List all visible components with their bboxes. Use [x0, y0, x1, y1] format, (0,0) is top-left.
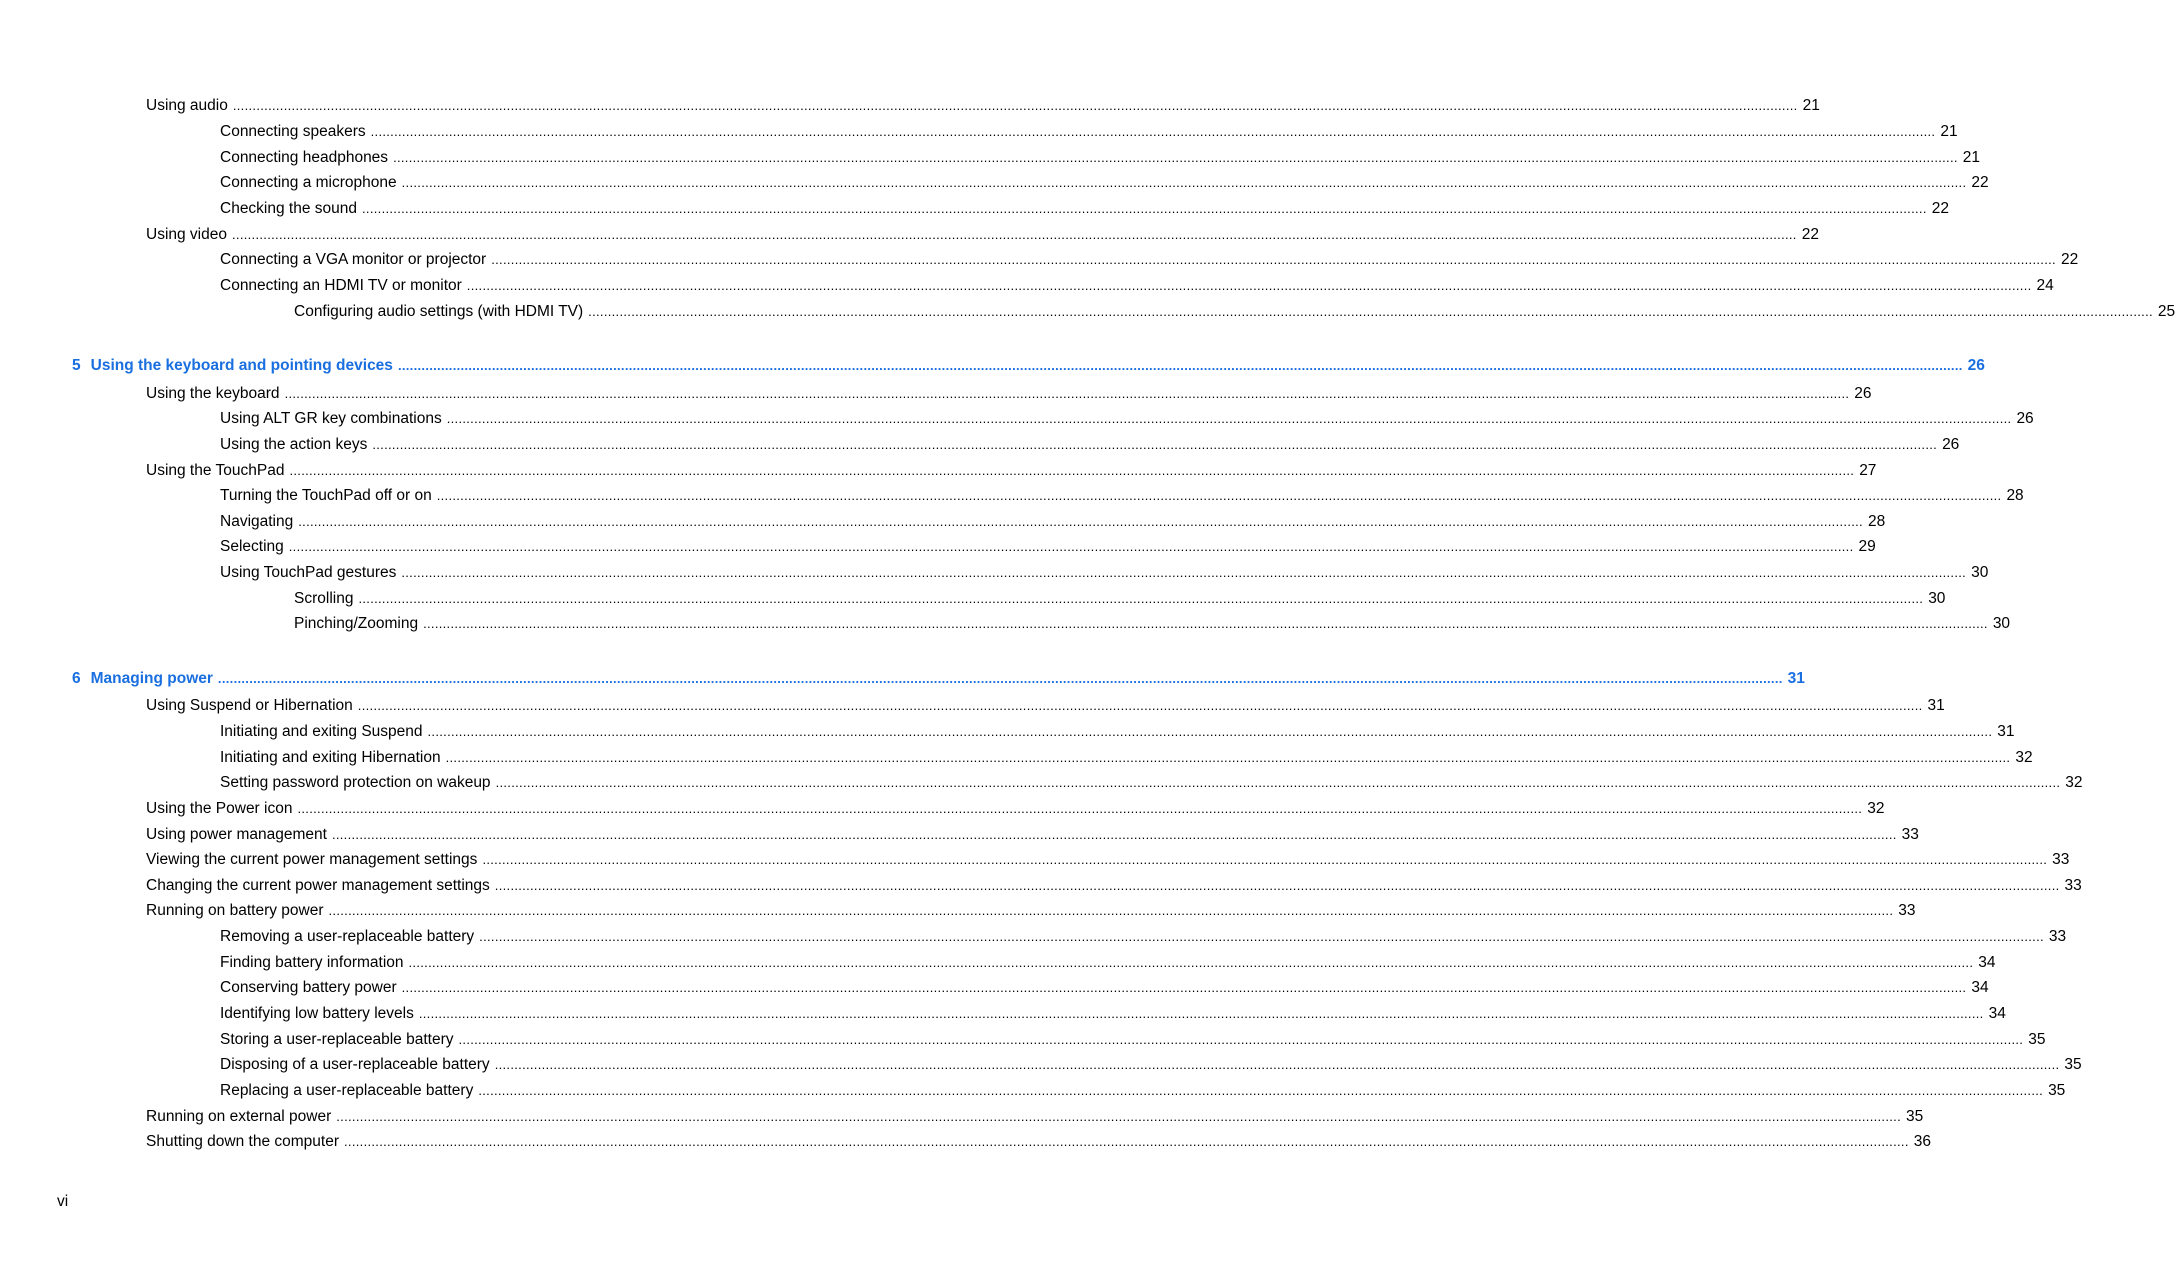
toc-entry-link[interactable]	[220, 979, 1989, 997]
dot-leader: ................................................................................................................................................................................................................................................................................................................................................................................................................	[232, 98, 1798, 113]
toc-page-number: 31	[1997, 723, 2015, 740]
dot-leader: ................................................................................................................................................................................................................................................................................................................................................................................................................	[408, 955, 1974, 970]
page-number: vi	[57, 1193, 69, 1210]
toc-page-number: 22	[2060, 251, 2079, 268]
toc-entry-link[interactable]	[220, 410, 2034, 428]
dot-leader: ................................................................................................................................................................................................................................................................................................................................................................................................................	[494, 1057, 2060, 1072]
toc-page-number: 32	[1867, 800, 1885, 817]
dot-leader: ................................................................................................................................................................................................................................................................................................................................................................................................................	[284, 386, 1850, 401]
toc-page-number: 34	[1988, 1005, 2006, 1022]
toc-page-number: 33	[2052, 851, 2070, 868]
toc-entry-title: Navigating	[220, 513, 294, 530]
dot-leader: ................................................................................................................................................................................................................................................................................................................................................................................................................	[401, 565, 1967, 580]
toc-entry-link[interactable]	[146, 800, 1885, 818]
toc-entry-title: Shutting down the computer	[146, 1133, 340, 1150]
toc-entry-link[interactable]	[294, 615, 2011, 633]
dot-leader: ................................................................................................................................................................................................................................................................................................................................................................................................................	[372, 437, 1938, 452]
toc-entry-title: Connecting a VGA monitor or projector	[220, 251, 487, 268]
toc-entry-link[interactable]	[220, 487, 2024, 505]
dot-leader: ................................................................................................................................................................................................................................................................................................................................................................................................................	[418, 1006, 1984, 1021]
dot-leader: ................................................................................................................................................................................................................................................................................................................................................................................................................	[495, 775, 2061, 790]
toc-entry-link[interactable]	[220, 174, 1989, 192]
dot-leader: ................................................................................................................................................................................................................................................................................................................................................................................................................	[397, 358, 1963, 373]
dot-leader: ................................................................................................................................................................................................................................................................................................................................................................................................................	[466, 278, 2032, 293]
dot-leader: ................................................................................................................................................................................................................................................................................................................................................................................................................	[494, 878, 2060, 893]
toc-entry-link[interactable]	[146, 385, 1872, 403]
toc-entry-title: Identifying low battery levels	[220, 1005, 414, 1022]
dot-leader: ................................................................................................................................................................................................................................................................................................................................................................................................................	[336, 1109, 1901, 1124]
dot-leader: ................................................................................................................................................................................................................................................................................................................................................................................................................	[370, 124, 1936, 139]
dot-leader: ................................................................................................................................................................................................................................................................................................................................................................................................................	[436, 488, 2002, 503]
toc-entry-title: Using the Power icon	[146, 800, 293, 817]
toc-entry-title: Connecting an HDMI TV or monitor	[220, 277, 462, 294]
toc-entry-title: Using audio	[146, 97, 228, 114]
dot-leader: ................................................................................................................................................................................................................................................................................................................................................................................................................	[482, 852, 2048, 867]
toc-entry-title: Running on external power	[146, 1108, 332, 1125]
toc-chapter-link[interactable]	[72, 357, 1985, 375]
toc-page-number: 26	[1967, 357, 1985, 374]
toc-entry-link[interactable]	[146, 851, 2070, 869]
toc-entry-link[interactable]	[146, 226, 1819, 244]
toc-page-number: 34	[1978, 954, 1996, 971]
dot-leader: ................................................................................................................................................................................................................................................................................................................................................................................................................	[362, 201, 1927, 216]
toc-page-number: 28	[2006, 487, 2024, 504]
toc-page-number: 31	[1787, 670, 1805, 687]
toc-entry-link[interactable]	[220, 251, 2079, 269]
toc-entry-link[interactable]	[220, 149, 1981, 167]
dot-leader: ................................................................................................................................................................................................................................................................................................................................................................................................................	[478, 1083, 2044, 1098]
dot-leader: ................................................................................................................................................................................................................................................................................................................................................................................................................	[446, 411, 2012, 426]
toc-entry-link[interactable]	[294, 590, 1946, 608]
toc-entry-title: Conserving battery power	[220, 979, 397, 996]
toc-entry-link[interactable]	[146, 1133, 1931, 1151]
toc-entry-title: Using video	[146, 226, 227, 243]
toc-entry-title: Initiating and exiting Hibernation	[220, 749, 441, 766]
toc-page-number: 25	[2157, 303, 2175, 320]
toc-entry-title: Using the action keys	[220, 436, 368, 453]
toc-entry-link[interactable]	[220, 1056, 2082, 1074]
toc-chapter-link[interactable]	[72, 670, 1805, 688]
toc-page-number: 32	[2015, 749, 2033, 766]
toc-entry-link[interactable]	[220, 928, 2067, 946]
dot-leader: ................................................................................................................................................................................................................................................................................................................................................................................................................	[588, 304, 2153, 319]
toc-entry-title: Using power management	[146, 826, 327, 843]
dot-leader: ................................................................................................................................................................................................................................................................................................................................................................................................................	[344, 1134, 1909, 1149]
toc-entry-link[interactable]	[220, 1005, 2006, 1023]
toc-entry-title: Connecting a microphone	[220, 174, 397, 191]
toc-entry-title: Using the keyboard	[146, 385, 280, 402]
toc-entry-link[interactable]	[220, 564, 1989, 582]
toc-entry-title: Replacing a user-replaceable battery	[220, 1082, 474, 1099]
dot-leader: ................................................................................................................................................................................................................................................................................................................................................................................................................	[358, 591, 1924, 606]
dot-leader: ................................................................................................................................................................................................................................................................................................................................................................................................................	[297, 801, 1863, 816]
toc-page-number: 21	[1802, 97, 1820, 114]
toc-page-number: 21	[1962, 149, 1981, 166]
toc-page-number: 26	[2016, 410, 2034, 427]
chapter-number: 5	[72, 357, 81, 374]
toc-entry-link[interactable]	[146, 462, 1877, 480]
toc-page-number: 22	[1931, 200, 1949, 217]
toc-entry-title: Setting password protection on wakeup	[220, 774, 491, 791]
toc-entry-title: Changing the current power management settings	[146, 877, 490, 894]
toc-page-number: 33	[2048, 928, 2067, 945]
toc-entry-link[interactable]	[146, 877, 2082, 895]
dot-leader: ................................................................................................................................................................................................................................................................................................................................................................................................................	[479, 929, 2044, 944]
toc-entry-link[interactable]	[220, 123, 1958, 141]
toc-page-number: 33	[1898, 902, 1916, 919]
toc-entry-title: Managing power	[90, 670, 213, 687]
toc-entry-link[interactable]	[146, 902, 1916, 920]
toc-entry-title: Pinching/Zooming	[294, 615, 419, 632]
toc-entry-title: Configuring audio settings (with HDMI TV)	[294, 303, 584, 320]
dot-leader: ................................................................................................................................................................................................................................................................................................................................................................................................................	[491, 252, 2056, 267]
dot-leader: ................................................................................................................................................................................................................................................................................................................................................................................................................	[288, 539, 1854, 554]
toc-page-number: 22	[1801, 226, 1819, 243]
toc-entry-title: Connecting headphones	[220, 149, 389, 166]
dot-leader: ................................................................................................................................................................................................................................................................................................................................................................................................................	[331, 827, 1897, 842]
toc-page-number: 27	[1859, 462, 1877, 479]
toc-page-number: 36	[1913, 1133, 1931, 1150]
toc-entry-title: Connecting speakers	[220, 123, 366, 140]
toc-entry-title: Turning the TouchPad off or on	[220, 487, 432, 504]
toc-page-number: 21	[1940, 123, 1958, 140]
toc-page-number: 34	[1971, 979, 1989, 996]
toc-entry-title: Using ALT GR key combinations	[220, 410, 442, 427]
toc-entry-title: Initiating and exiting Suspend	[220, 723, 423, 740]
toc-page-number: 30	[1971, 564, 1989, 581]
dot-leader: ................................................................................................................................................................................................................................................................................................................................................................................................................	[217, 671, 1783, 686]
toc-entry-title: Disposing of a user-replaceable battery	[220, 1056, 490, 1073]
toc-entry-title: Running on battery power	[146, 902, 324, 919]
dot-leader: ................................................................................................................................................................................................................................................................................................................................................................................................................	[357, 698, 1923, 713]
toc-entry-link[interactable]	[146, 826, 1919, 844]
toc-page-number: 22	[1971, 174, 1989, 191]
toc-entry-link[interactable]	[220, 436, 1960, 454]
toc-entry-title: Checking the sound	[220, 200, 358, 217]
dot-leader: ................................................................................................................................................................................................................................................................................................................................................................................................................	[458, 1032, 2024, 1047]
toc-entry-link[interactable]	[146, 1108, 1924, 1126]
chapter-number: 6	[72, 670, 81, 687]
toc-entry-link[interactable]	[220, 1031, 2046, 1049]
toc-entry-link[interactable]	[220, 277, 2054, 295]
dot-leader: ................................................................................................................................................................................................................................................................................................................................................................................................................	[423, 616, 1988, 631]
toc-page-number: 33	[2064, 877, 2082, 894]
toc-entry-link[interactable]	[146, 697, 1945, 715]
toc-entry-title: Using Suspend or Hibernation	[146, 697, 353, 714]
dot-leader: ................................................................................................................................................................................................................................................................................................................................................................................................................	[232, 227, 1797, 242]
dot-leader: ................................................................................................................................................................................................................................................................................................................................................................................................................	[445, 750, 2011, 765]
toc-entry-link[interactable]	[220, 513, 1886, 531]
toc-entry-title: Finding battery information	[220, 954, 404, 971]
dot-leader: ................................................................................................................................................................................................................................................................................................................................................................................................................	[401, 175, 1967, 190]
toc-entry-title: Scrolling	[294, 590, 354, 607]
toc-page-number: 35	[2064, 1056, 2082, 1073]
dot-leader: ................................................................................................................................................................................................................................................................................................................................................................................................................	[328, 903, 1894, 918]
toc-entry-title: Selecting	[220, 538, 284, 555]
toc-page-number: 26	[1942, 436, 1960, 453]
toc-entry-link[interactable]	[220, 954, 1996, 972]
toc-page-number: 30	[1928, 590, 1946, 607]
dot-leader: ................................................................................................................................................................................................................................................................................................................................................................................................................	[393, 150, 1958, 165]
dot-leader: ................................................................................................................................................................................................................................................................................................................................................................................................................	[427, 724, 1993, 739]
toc-page-number: 31	[1927, 697, 1945, 714]
toc-entry-title: Using TouchPad gestures	[220, 564, 397, 581]
toc-page-number: 24	[2036, 277, 2054, 294]
dot-leader: ................................................................................................................................................................................................................................................................................................................................................................................................................	[401, 980, 1967, 995]
toc-entry-link[interactable]	[294, 303, 2175, 321]
toc-page-number: 29	[1858, 538, 1876, 555]
toc-entry-link[interactable]	[220, 538, 1876, 556]
toc-page-number: 28	[1867, 513, 1886, 530]
dot-leader: ................................................................................................................................................................................................................................................................................................................................................................................................................	[289, 463, 1855, 478]
toc-entry-title: Removing a user-replaceable battery	[220, 928, 475, 945]
toc-entry-link[interactable]	[220, 774, 2083, 792]
toc-page-number: 35	[2028, 1031, 2046, 1048]
toc-entry-title: Using the keyboard and pointing devices	[90, 357, 393, 374]
toc-page-number: 32	[2065, 774, 2083, 791]
toc-page-number: 26	[1854, 385, 1872, 402]
toc-entry-link[interactable]	[220, 749, 2033, 767]
dot-leader: ................................................................................................................................................................................................................................................................................................................................................................................................................	[298, 514, 1863, 529]
toc-entry-link[interactable]	[146, 97, 1820, 115]
toc-page-number: 35	[1906, 1108, 1924, 1125]
toc-entry-link[interactable]	[220, 200, 1949, 218]
toc-page-number: 33	[1901, 826, 1919, 843]
toc-entry-link[interactable]	[220, 1082, 2066, 1100]
toc-page-number: 30	[1992, 615, 2011, 632]
toc-entry-title: Using the TouchPad	[146, 462, 285, 479]
toc-entry-title: Viewing the current power management settings	[146, 851, 478, 868]
toc-entry-link[interactable]	[220, 723, 2015, 741]
toc-page-number: 35	[2048, 1082, 2066, 1099]
toc-entry-title: Storing a user-replaceable battery	[220, 1031, 454, 1048]
